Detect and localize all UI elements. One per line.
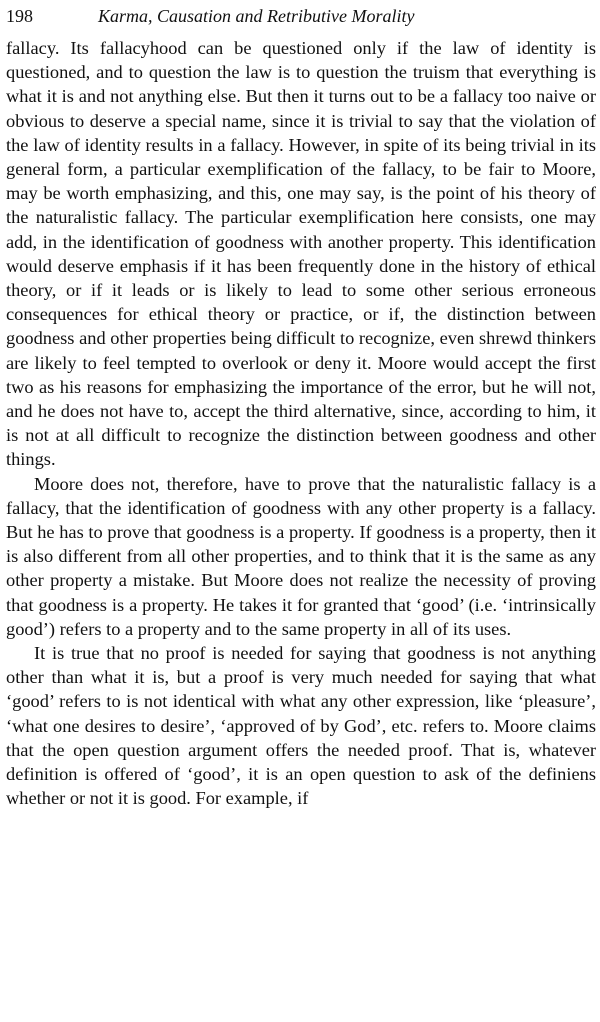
paragraph: It is true that no proof is needed for saying that goodness is not anything other than what it is, but a proof is very much needed for saying that what ‘good’ refers to is not identical with what any other expression, like ‘pleasure’, ‘what one desires to desire’, ‘approved of by God’, etc. refers to. Moore claims that the open question argument offers the needed proof. That is, whatever definition is offered of ‘good’, it is an open question to ask of the definiens whether or not it is good. For example, if [6, 643, 596, 809]
paragraph: Moore does not, therefore, have to prove that the naturalistic fallacy is a fallacy, that the identification of goodness with any other property is a fallacy. But he has to prove that goodness is a property. If goodness is a property, then it is also different from all other properties, and to think that it is the same as any other property a mistake. But Moore does not realize the necessity of proving that goodness is a property. He takes it for granted that ‘good’ (i.e. ‘intrinsically good’) refers to a property and to the same property in all of its uses. [6, 473, 596, 639]
running-head [6, 3, 596, 29]
body-text [6, 36, 596, 811]
page-number: 198 [6, 6, 33, 26]
paragraph-continued: fallacy. Its fallacyhood can be questioned only if the law of identity is questioned, and to question the law is to question the truism that everything is what it is and not anything else. But then it turns out to be a fallacy too naive or obvious to deserve a special name, since it is trivial to say that the violation of the law of identity results in a fallacy. However, in spite of its being trivial in its general form, a particular exemplification of the fallacy, to be fair to Moore, may be worth emphasizing, and this, one may say, is the point of his theory of the naturalistic fallacy. The particular exemplification here consists, one may add, in the identification of goodness with another property. This identification would deserve emphasis if it has been frequently done in the history of ethical theory, or if it leads or is likely to lead to some other serious erroneous consequences for ethical theory or practice, or if, the distinction between goodness and other properties being difficult to recognize, even shrewd thinkers are likely to feel tempted to overlook or deny it. Moore would accept the first two as his reasons for emphasizing the importance of the error, but he will not, and he does not have to, accept the third alternative, since, according to him, it is not at all difficult to recognize the distinction between goodness and other things. [6, 38, 596, 470]
running-title: Karma, Causation and Retributive Morality [98, 6, 415, 26]
